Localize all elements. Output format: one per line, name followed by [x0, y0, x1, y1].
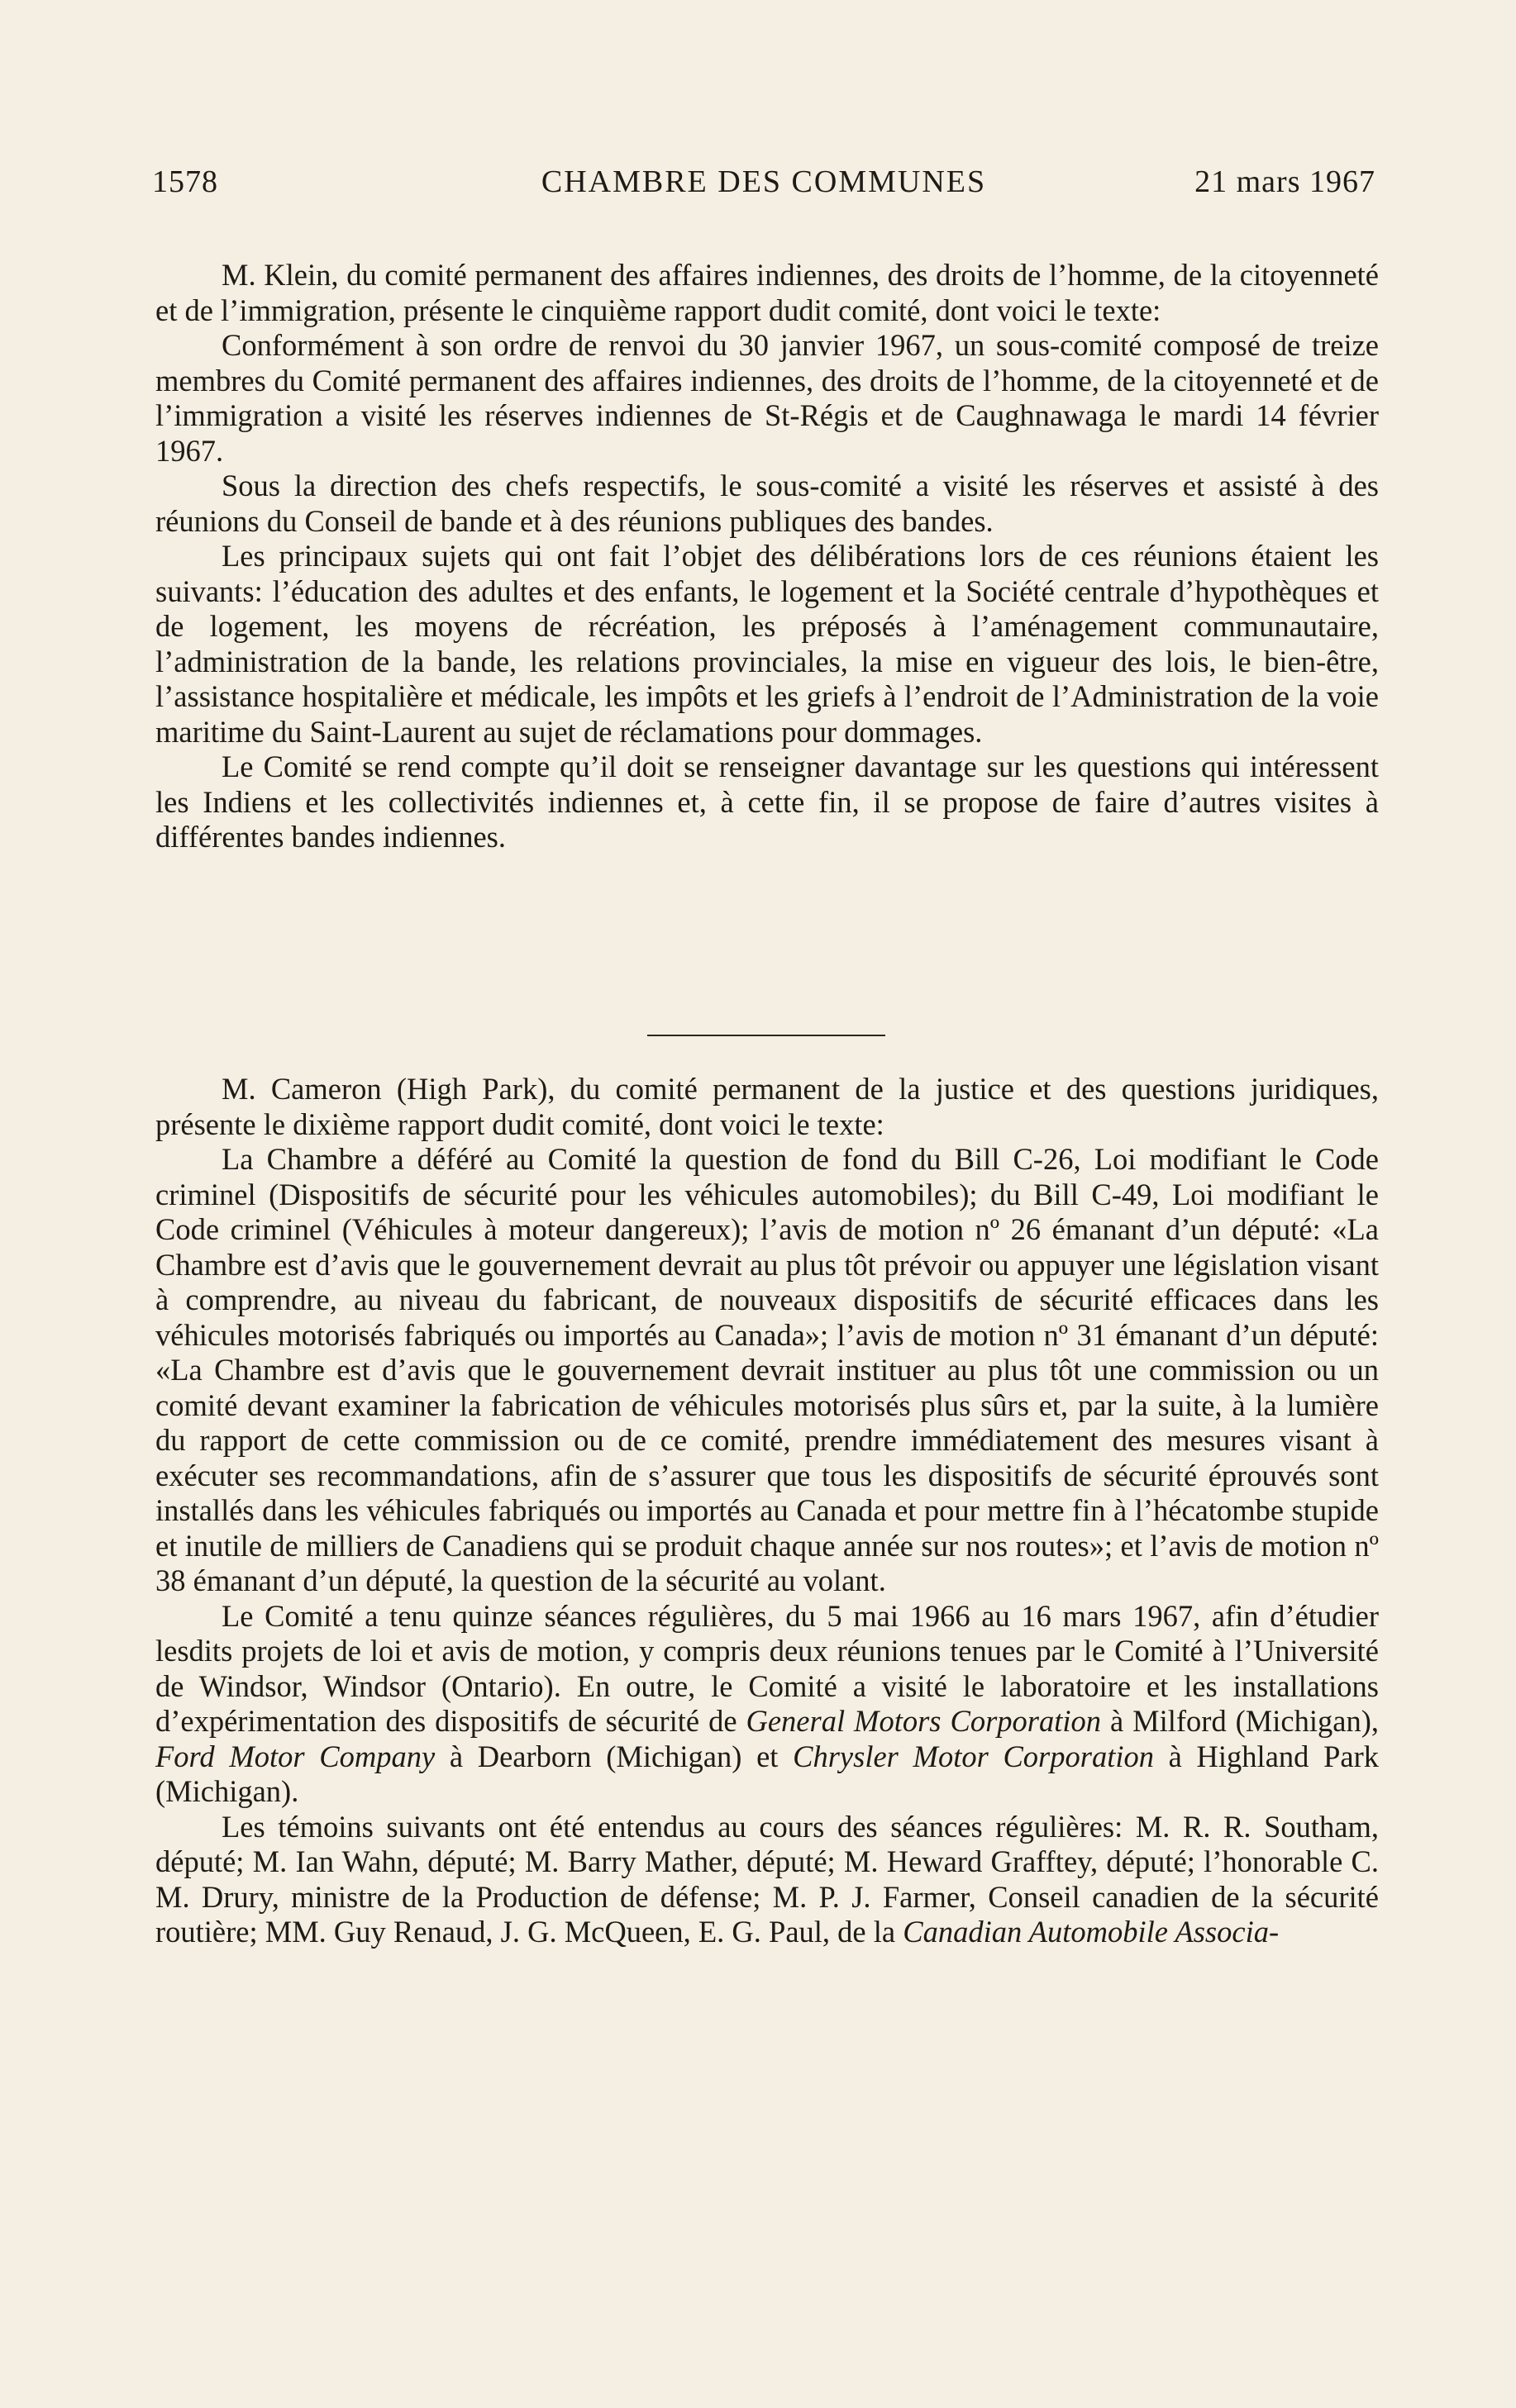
- text-run: à Dearborn (Michigan) et: [435, 1739, 794, 1773]
- text-run: Le Comité a tenu quinze séances régulières, du 5 mai 1966 au 16 mars 1967, afin d’étudier lesdits projets de loi et avis de motion, y compris deux réunions tenues par le Comité à l’Université de Windsor, Windsor (Ontario). En outre, le Comité a visité le laboratoire et les installations d’expérimentation des dispositifs de sécurité de: [155, 1598, 1379, 1738]
- paragraph: Les principaux sujets qui ont fait l’objet des délibérations lors de ces réunions étaient les suivants: l’éducation des adultes et des enfants, le logement et la Société centrale d’hypothèques et de logement, les moyens de récréation, les préposés à l’aménagement communautaire, l’administration de la bande, les relations provinciales, la mise en vigueur des lois, le bien-être, l’assistance hospitalière et médicale, les impôts et les griefs à l’endroit de l’Administration de la voie maritime du Saint-Laurent au sujet de réclamations pour dommages.: [155, 539, 1379, 749]
- paragraph: La Chambre a déféré au Comité la question de fond du Bill C-26, Loi modifiant le Code criminel (Dispositifs de sécurité pour les véhicules automobiles); du Bill C-49, Loi modifiant le Code criminel (Véhicules à moteur dangereux); l’avis de motion nº 26 émanant d’un député: «La Chambre est d’avis que le gouvernement devrait au plus tôt prévoir ou appuyer une législation visant à comprendre, au niveau du fabricant, de nouveaux dispositifs de sécurité efficaces dans les véhicules motorisés fabriqués ou importés au Canada»; l’avis de motion nº 31 émanant d’un député: «La Chambre est d’avis que le gouvernement devrait instituer au plus tôt une commission ou un comité devant examiner la fabrication de véhicules motorisés plus sûrs et, par la suite, à la lumière du rapport de cette commission ou de ce comité, prendre immédiatement des mesures visant à exécuter ses recommandations, afin de s’assurer que tous les dispositifs de sécurité éprouvés sont installés dans les véhicules fabriqués ou importés au Canada et pour mettre fin à l’hécatombe stupide et inutile de milliers de Canadiens qui se produit chaque année sur nos routes»; et l’avis de motion nº 38 émanant d’un député, la question de la sécurité au volant.: [155, 1142, 1379, 1597]
- paragraph: M. Cameron (High Park), du comité permanent de la justice et des questions juridiques, présente le dixième rapport dudit comité, dont voici le texte:: [155, 1072, 1379, 1141]
- company-name: Chrysler Motor Corporation: [793, 1739, 1154, 1773]
- header-date: 21 mars 1967: [1194, 164, 1375, 199]
- company-name: General Motors Corporation: [746, 1704, 1102, 1738]
- page-number: 1578: [152, 164, 218, 199]
- paragraph: Sous la direction des chefs respectifs, le sous-comité a visité les réserves et assisté à des réunions du Conseil de bande et à des réunions publiques des bandes.: [155, 469, 1379, 538]
- paragraph: [155, 1810, 1379, 1950]
- page-header: [152, 164, 1375, 205]
- running-title: CHAMBRE DES COMMUNES: [541, 164, 987, 199]
- cameron-report-section: [155, 1072, 1379, 1950]
- text-run: à Milford (Michigan),: [1101, 1704, 1379, 1738]
- text-run: à Highland Park (Michigan).: [155, 1739, 1379, 1808]
- section-divider: [647, 1035, 885, 1036]
- klein-report-section: [155, 258, 1379, 855]
- text-run: Les témoins suivants ont été entendus au cours des séances régulières: M. R. R. Southam, député; M. Ian Wahn, député; M. Barry Mather, député; M. Heward Grafftey, député; l’honorable C. M. Drury, ministre de la Production de défense; M. P. J. Farmer, Conseil canadien de la sécurité routière; MM. Guy Renaud, J. G. McQueen, E. G. Paul, de la: [155, 1809, 1379, 1949]
- company-name: Ford Motor Company: [155, 1739, 436, 1773]
- paragraph: [155, 1599, 1379, 1810]
- organization-name: Canadian Automobile Associa-: [903, 1915, 1280, 1949]
- paragraph: Le Comité se rend compte qu’il doit se renseigner davantage sur les questions qui intéressent les Indiens et les collectivités indiennes et, à cette fin, il se propose de faire d’autres visites à différentes bandes indiennes.: [155, 750, 1379, 854]
- paragraph: Conformément à son ordre de renvoi du 30 janvier 1967, un sous-comité composé de treize membres du Comité permanent des affaires indiennes, des droits de l’homme, de la citoyenneté et de l’immigration a visité les réserves indiennes de St-Régis et de Caughnawaga le mardi 14 février 1967.: [155, 328, 1379, 468]
- paragraph: M. Klein, du comité permanent des affaires indiennes, des droits de l’homme, de la citoyenneté et de l’immigration, présente le cinquième rapport dudit comité, dont voici le texte:: [155, 258, 1379, 327]
